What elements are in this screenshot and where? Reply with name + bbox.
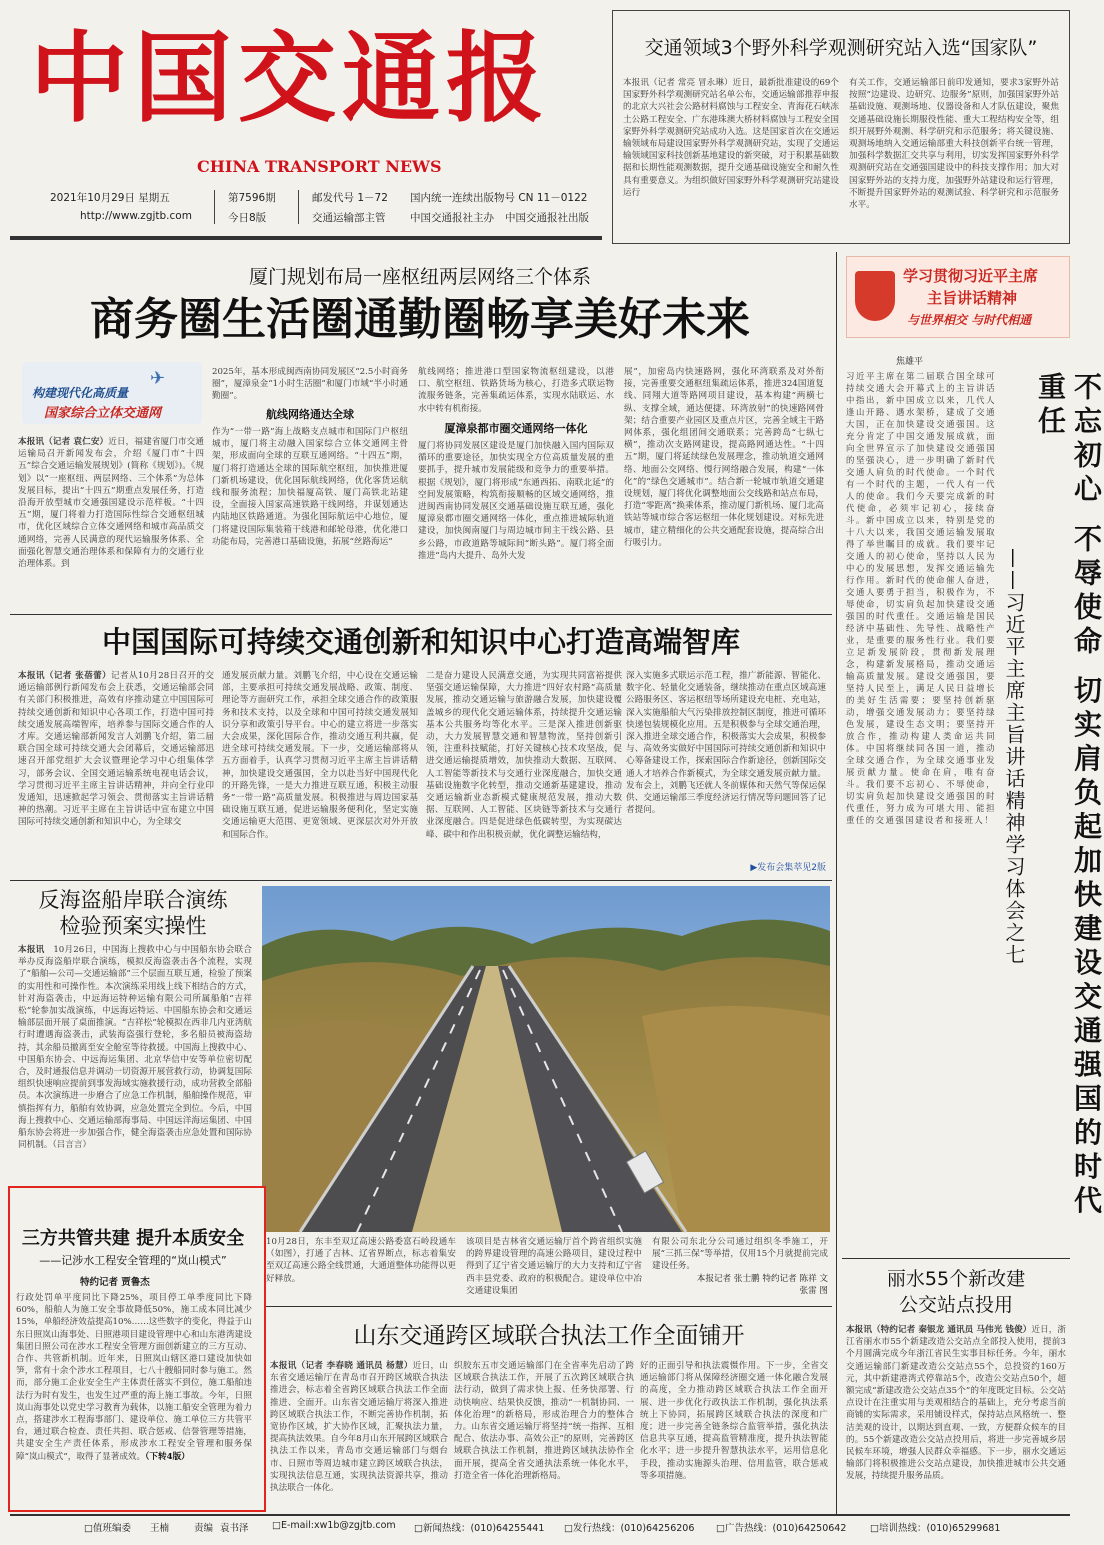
top-right-col1: 本报讯（记者 常亮 冒永琳）近日，最新批准建设的69个国家野外科学观测研究站名单公布，交通运输部推荐申报的北京大兴社会公路材料腐蚀与工程安全、青海花石峡冻土公路工程安全、广东港珠澳大桥材料腐蚀与工程安全国家野外科学观测研究站成功入选。这是国家首次在交通运输领域布局建设国家野外科学观测研究站，实现了交通运输领域国家科技创新基地建设的新突破，对于积累基础数据和长期性能观测数据，提升交通基础设施安全和耐久性具有重要意义。为组织做好国家野外科学观测研究站建设运行 [623,78,839,198]
publisher-name: 中国交通报社出版 [505,212,589,224]
main-col3b-text: 厦门将协同发展区建设是厦门加快融入国内国际双循环的重要途径，加快实现全方位高质量发展的重要抓手，提升城市发展能级和竞争力的重要举措。根据《规划》，厦门将形成“东通西拓、南联北延”的空间发展策略，构筑衔接顺畅的区域交通网络，推进闽西南协同发展区交通基础设施互联互通，强化厦漳泉都市圈交通网络一体化，重点推进城际轨道建设，加快闽南厦门与周边城市间主干线公路、县乡公路，市政道路等城际间“断头路”。厦门将全面推进“岛内大提升、岛外大发 [418,441,614,561]
badge-line1: 构建现代化高质量 [32,386,129,400]
main-col3-subhead: 厦漳泉都市圈交通网络一体化 [444,422,588,435]
innovation-col1 [18,670,214,876]
innovation-col4 [626,670,826,876]
piracy-byline: 本报讯 [18,945,45,955]
innovation-col1-text: 记者从10月28日召开的交通运输部例行新闻发布会上获悉，交通运输部会同有关部门积极推进，高效有序推动建立中国国际可持续交通创新和知识中心各项工作，打造中国可持续交通发展高端智库，培养参与国际交通合作的人才库。交通运输部新闻发言人刘鹏飞介绍，第二届联合国全球可持续交通大会闭幕后，交通运输部迅速召开部党组扩大会议暨理论学习中心组集体学习，部务会议、全国交通运输系统电视电话会议，学习贯彻习近平主席主旨讲话精神，并向全行业印发通知，迅速掀起学习领会、贯彻落实主旨讲话精神的热潮。习近平主席在主旨讲话中宣布建立中国国际可持续交通创新和知识中心，为全球交 [18,671,214,828]
photo-caption-1: 10月28日，东丰至双辽高速公路委富石岭段通车（如图），打通了吉林、辽省界断点，标志着集安至双辽高速公路全线贯通，大通道整体功能得以更好释放。 [266,1237,456,1284]
cn-number: 国内统一连续出版物号 CN 11－0122 [410,192,588,204]
shandong-col3: 好的正面引导和执法震慑作用。下一步，全省交通运输部门将从保障经济圈交通一体化融合发展的高度，全力推动跨区域联合执法工作全面开展、进一步优化行政执法工作机制，强化执法系统上下协同，拓展跨区域联合执法的深度和广度；进一步完善全链条综合监管举措，强化执法信息共享互通，提高监管精准度，提升执法智能化水平；进一步提升智慧执法水平，运用信息化手段，推动实施源头治理、信用监管，联合惩戒等多项措施。 [640,1361,828,1481]
footer-bar [84,1520,1074,1540]
banner-emblem-icon [855,271,895,321]
xi-banner [846,256,1070,338]
photo-credit-b: 特约记者 陈祥 文 [762,1274,828,1284]
issue-date: 2021年10月29日 星期五 [50,192,170,204]
divider-right [842,1258,1070,1259]
photo-caption-3-box [652,1236,828,1300]
footer-news-hotline: □新闻热线：(010)64255441 [414,1523,545,1534]
piracy-body [18,944,252,1176]
postal-code: 邮发代号 1－72 [312,192,388,204]
masthead-english: CHINA TRANSPORT NEWS [197,157,442,176]
footer-email[interactable]: □E-mail:xw1b@zgjtb.com [272,1520,396,1531]
main-headline: 商务圈生活圈通勤圈畅享美好未来 [90,294,750,345]
photo-caption-2: 该项目是吉林省交通运输厅首个跨省组织实施的跨界建设管理的高速公路项目，建设过程中得到了辽宁省交通运输厅的大力支持和辽宁省西丰县党委、政府的积极配合。建设单位中冶交通建设集团 [466,1237,642,1296]
photo-credit-c: 张雷 图 [799,1286,828,1296]
shandong-byline: 本报讯（记者 李春晓 通讯员 杨慧） [270,1361,413,1371]
lanshan-body-text: 行政处罚单平度同比下降25%，项目停工单季度同比下降60%，船舶人为施工安全事故降低50%，施工成本同比减少15%，单船经济效益提高10%……这些数字的变化，得益于山东日照岚山海事处、日照港项目建设管理中心和山东港湾建设集团日照公司在涉水工程安全管理方面创新建立的三方互动、合作、共管新机制。近年来，日照岚山辖区港口建设加快如笋，常有十余个涉水工程项目，七八十艘船同时参与施工。然而，部分施工企业安全生产主体责任落实不到位，施工船舶违法行为时有发生，也发生过严重的海上施工事故。今年，日照岚山海事处以党史学习教育为载体，以施工船安全管理为着力点，搭建涉水工程海事部门、建设单位、施工单位三方共管平台，通过联合检查、责任共担、联合惩戒、信誉管理等措施，共建安全生产责任体系，形成涉水工程安全管理和服务保障“岚山模式”，取得了显著成效。 [16,1293,252,1462]
highway-photo [262,886,830,1232]
shandong-col1 [270,1360,448,1506]
main-col3-text: 航线网络；推进港口型国家物流枢纽建设，以港口、航空枢纽、铁路货场为核心，打造多式联运物流服务链条，完善集疏运体系，实现水陆联运、水水中转有机衔接。 [418,367,614,414]
lishui-body-text: 近日，浙江省丽水市55个新建改造公交站点全部投入使用，提前3个月圆满完成今年浙江省民生实事目标任务。今年，丽水交通运输部门新建改造公交站点55个，总投资约160万元，其中新建港湾式停靠站5个，改造公交站点50个，超额完成“新建改造公交站点35个”的年度既定目标。公交站点设计在注重实用与美观相结合的基础上，充分考虑当前商铺的实际需求，采用铺设样式，保持站点风格统一、整洁美观的设计，以期达到直观、一致，方便群众候车的目的。55个新建改造公交站点投用后，将进一步完善城乡居民候车环境，增强人民群众幸福感。下一步，丽水交通运输部门将积极推进公交站点建设，加快推进城市公共交通发展，持续提升服务品质。 [846,1325,1066,1482]
main-col2b-text: 作为“一带一路”海上战略支点城市和国际门户枢纽城市，厦门将主动融入国家综合立体交通网主骨架，形成面向全球的互联互通网络。“十四五”期，厦门将打造通达全球的国际航空枢纽，加快推进厦门新机场建设，优化国际航线网络，优化客货运航线和服务流程；加快福厦高铁、厦门高铁北站建设，全面接入国家高速铁路干线网络，并谋划通达内陆地区铁路通道。为强化国际航运中心地位，厦门将建设国际集装箱干线港和邮轮母港，优化港口功能布局，完善港口基础设施，拓展“丝路海运” [212,427,408,547]
publisher-owner: 交通运输部主管 [312,212,386,224]
lishui-body [846,1324,1066,1508]
main-byline: 本报讯（记者 袁仁安） [18,437,109,447]
piracy-headline-2: 检验预案实操性 [59,914,207,938]
innovation-col2: 通发展贡献力量。刘鹏飞介绍，中心设在交通运输部，主要承担可持续交通发展战略、政策、制度、理论等方面研究工作，承担全球交通合作的政策服务和技术支持，以及全球和中国可持续交通发展知识分享和政策引导平台。中心的建立将进一步落实大会成果，深化国际合作，推动交通互利共赢，促进全球可持续交通发展。下一步，交通运输部将从五方面着手，认真学习贯彻习近平主席主旨讲话精神，加快建设交通强国，全力以赴当好中国现代化的开路先锋，一是大力推进互联互通，积极主动服务“一带一路”高质量发展。积极推进与周边国家基础设施互联互通，促进运输服务便利化，坚定实施交通运输更大范围、更宽领域、更深层次对外开放和国际合作。 [222,671,418,840]
xi-vertical-subtitle: ——习近平主席主旨讲话精神学习体会之七 [1002,548,1026,966]
lanshan-more-link[interactable]: （下转4版） [145,1451,190,1462]
badge-line2: 国家综合立体交通网 [44,406,162,421]
footer-duty-label: □值班编委 [84,1523,131,1534]
banner-line3: 与世界相交 与时代相通 [907,313,1032,327]
xi-body: 习近平主席在第二届联合国全球可持续交通大会开幕式上的主旨讲话中指出，新中国成立以来，几代人逢山开路、遇水架桥，建成了交通大国，正在加快建设交通强国。这充分肯定了中国交通发展成就，面向全世界宣示了加快建设交通强国的坚强决心，进一步明确了新时代交通人肩负的时代使命。一个时代有一个时代的主题，一代人有一代人的使命。我们今天要完成新的时代使命，必须牢记初心，接续奋斗。新中国成立以来，特别是党的十八大以来，我国交通运输发展取得了举世瞩目的成就。我们要牢记交通人的初心使命，坚持以人民为中心的发展思想，发挥交通运输先行作用。新时代的使命催人奋进，交通人要勇于担当，积极作为，不辱使命，切实肩负起加快建设交通强国的时代重任。交通运输是国民经济中基础性、先导性、战略性产业，是重要的服务性行业。我们要立足新发展阶段，贯彻新发展理念，构建新发展格局，推动交通运输高质量发展。建设交通强国，要坚持人民至上，满足人民日益增长的美好生活需要；要坚持创新驱动，增强交通发展动力；要坚持绿色发展，建设生态文明；要坚持开放合作，推动构建人类命运共同体。中国将继续同各国一道，推动全球交通合作，为全球交通事业发展贡献力量。使命在肩，唯有奋斗。我们要不忘初心、不辱使命，切实肩负起加快建设交通强国的时代重任，努力成为可堪大用、能担重任的交通强国建设者和接班人！ [846,371,996,825]
main-col3 [418,366,614,608]
piracy-credit: （吕言言） [52,1140,92,1151]
xi-author: 焦雄平 [896,357,924,367]
lishui-headline-1: 丽水55个新改建 [886,1268,1026,1290]
footer-rule [10,1514,1070,1516]
main-col4: 展”，加密岛内快速路网，强化环湾联系及对外衔接，完善重要交通枢纽集疏运体系，推进324国道复线、同翔大道等路网项目建设，基本构建“两横七纵、支撑全域，通达便捷、环湾放射”的快速路网骨架；结合重要产业园区及重点片区，完善全域主干路网体系，强化组团间交通联系；完善跨岛“七纵七横”，推动次支路网建设，提高路网通达性。“十四五”期，厦门将延续绿色发展理念，推动轨道交通网络、地面公交网络、慢行网络融合发展，构建“一体化”的“绿色交通城市”。结合新一轮城市轨道交通建设规划，厦门将优化调整地面公交线路和站点布局，打造“零距离”换乘体系，推动厦门新机场、厦门北高铁站等城市综合客运枢纽一体化规划建设。对标先进城市，建立精细化的公共交通配套设施，提高综合出行吸引力。 [624,367,824,548]
banner-line2: 主旨讲话精神 [927,289,1018,307]
footer-training-hotline: □培训热线：(010)65299681 [870,1523,1001,1534]
innovation-byline: 本报讯（记者 张蓓蕾） [18,671,112,681]
lishui-byline: 本报讯（特约记者 秦银龙 通讯员 马伟光 钱俊） [846,1325,1032,1335]
main-col1 [18,436,204,608]
shandong-col1-text: 近日，山东省交通运输厅在青岛市召开跨区域联合执法推进会，标志着全省跨区域联合执法工作全面推进、全面开。山东省交通运输厅将深入推进跨区域联合执法工作，不断完善协作机制，拓宽协作区域，扩大协作区域，汇聚执法力量，提高执法效果。自今年8月山东开展跨区域联合执法工作以来，青岛市交通运输部门与烟台市、日照市等周边城市建立跨区域联合执法，实现执法信息互通，实现执法资源共享，推动执法联合一体化。 [270,1361,448,1494]
lanshan-byline: 特约记者 贾鲁杰 [80,1277,150,1288]
footer-duty-name: 王楠 [150,1523,170,1534]
innovation-col4-text: 深入实施多式联运示范工程，推广新能源、智能化、数字化、轻量化交通装备，继续推动在重点区域高速公路服务区、客运枢纽等场所建设充电桩、充电站，深入实施船舶大气污染排放控制区制度，推进可循环快递包装规模化应用。五是积极参与全球交通治理，深入推进全球交通合作，积极落实大会成果，积极参与、高效务实做好中国国际可持续交通创新和知识中心筹备建设工作，探索国际合作新途径，创新国际交通人才培养合作新模式，为全球交通发展贡献力量。发布会上，刘鹏飞还就人冬前媒体和天然气等保运保供、交通运输部三季度经济运行情况等问题回答了记者提问。 [626,671,826,816]
page-count: 今日8版 [228,212,267,224]
masthead-title: 中国交通报 [30,21,551,136]
publisher-host: 中国交通报社主办 [410,212,494,224]
shandong-headline: 山东交通跨区域联合执法工作全面铺开 [353,1323,745,1349]
photo-caption-3: 有限公司东北分公司通过组织冬季施工，开展“三抓三保”等举措，仅用15个月就提前完成建设任务。 [652,1237,828,1272]
main-badge [22,362,202,424]
xi-vertical-title: 不忘初心 不辱使命 切实肩负起加快建设交通强国的时代重任 [1034,372,1103,1220]
masthead-rule [10,236,602,240]
website-url[interactable]: http://www.zgjtb.com [80,210,192,222]
divider-2 [10,880,832,881]
lanshan-headline: 三方共管共建 提升本质安全 [21,1228,245,1249]
footer-distribution-hotline: □发行热线：(010)64256206 [564,1523,695,1534]
piracy-headline-1: 反海盗船岸联合演练 [38,888,228,912]
lanshan-body [16,1292,252,1502]
plane-icon: ✈ [150,368,166,389]
shandong-col2: 织胶东五市交通运输部门在全省率先启动了跨区域联合执法工作，开展了五次跨区域联合执法行动，做到了需求快上报、任务快部署、行动快响应、结果快反馈，推动“一机制协同、一体化治理”的新格局，形成治理合力的整体合力。山东省交通运输厅将坚持“统一指挥、互相配合、依法办事、高效公正”的原则，完善跨区域联合执法工作机制，推进跨区域执法协作全面开展，提高全省交通执法系统一体化水平，打造全省一体化治理新格局。 [454,1361,634,1481]
footer-ad-hotline: □广告热线：(010)64250642 [716,1523,847,1534]
main-col2 [212,366,408,608]
photo-credit-a: 本报记者 张士鹏 [696,1274,760,1284]
innovation-headline: 中国国际可持续交通创新和知识中心打造高端智库 [101,625,740,659]
main-col1-text: 近日，福建省厦门市交通运输局召开新闻发布会，介绍《厦门市“十四五”综合交通运输发展规划》(简称《规划》)。《规划》以“一座枢纽、两层网络、三个体系”为总体发展目标，提出“十四五”期重点发展任务，打造沿海开放型城市交通强国建设示范样板。“十四五”期，厦门将着力打造国际性综合交通枢纽城市，优化区域综合立体交通网络和城市高品质交通网络，完善人民满意的现代运输服务体系、全面强化智慧交通治理体系和保障有力的交通行业治理体系。到 [18,437,204,570]
top-right-box [612,10,1070,244]
banner-line1: 学习贯彻习近平主席 [903,267,1039,285]
top-right-headline: 交通领域3个野外科学观测研究站入选“国家队” [644,37,1038,59]
issue-number: 第7596期 [228,192,276,204]
main-col2-text: 2025年，基本形成闽西南协同发展区“2.5小时商务圈”，厦漳泉金“1小时生活圈”和厦门市域“半小时通勤圈”。 [212,367,408,402]
lanshan-highlight-box [8,1186,266,1512]
footer-editor-name: 袁书泽 [220,1523,249,1534]
main-kicker: 厦门规划布局一座枢纽两层网络三个体系 [248,266,591,288]
divider-1 [10,614,832,615]
masthead-info [50,190,610,234]
footer-editor-label: 责编 [194,1523,214,1534]
main-col2-subhead: 航线网络通达全球 [266,408,354,421]
top-right-col2: 有关工作，交通运输部日前印发通知，要求3家野外站按照“边建设、边研究、边服务”原则，加强国家野外站基础设施、观测场地、仪器设备和人才队伍建设，聚焦交通基础设施长期服役性能、重大工程结构安全等，组织开展野外观测、科学研究和示范服务；将关键设施、观测场地纳入交通运输部重大科技创新平台统一管理，加强科学数据汇交共享与利用，切实发挥国家野外科学观测研究站在交通强国建设中的科技支撑作用；加大对国家野外站的支持力度，加强野外站建设和运行管理，不断提升国家野外站的观测试验、科学研究和示范服务水平。 [849,78,1059,211]
lishui-headline-2: 公交站点投用 [898,1294,1013,1316]
lanshan-subtitle: ——记涉水工程安全管理的“岚山模式” [39,1254,227,1267]
divider-3 [266,1306,832,1307]
piracy-body-text: 10月26日，中国海上搜救中心与中国船东协会联合举办反海盗船岸联合演练，模拟反海盗袭击各个流程，实现了“船舶—公司—交通运输部”三个层面互联互通，检验了预案的实用性和可操作性。本次演练采用线上线下相结合的方式，针对海盗袭击，中远海运特种运输有限公司所属船舶“吉祥松”轮参加实战演练，中远海运特运、中国船东协会和交通运输部层面开展了桌面推演。“吉祥松”轮模拟在西非几内亚湾航行时遭遇海盗袭击，武装海盗强行登轮，多名船员被海盗劫持，其余船员撤离至安全舱室等待救援。中国海上搜救中心、中国船东协会、中远海运集团、北京华信中安等单位密切配合，及时通报信息并调动一切资源开展营救行动，协调复国际组织快速响应提前到事发海域实施救援行动，成功营救全部船员。本次演练进一步磨合了应急工作机制，船舶操作规范，审慎指挥有力，船舶有效协调，应急处置完全到位。今后，中国海上搜救中心、交通运输部海事局、中国远洋海运集团、中国船东协会将进一步加强合作，健全海盗袭击应急处置和国际协同机制。 [18,945,252,1151]
innovation-more-link[interactable]: ▶发布会集萃见2版 [750,863,826,873]
right-column-divider [836,252,837,1514]
innovation-col3: 二是奋力建设人民满意交通，为实现共同富裕提供坚强交通运输保障，大力推进“四好农村路”高质量发展，推动交通运输与旅游融合发展，加快建设覆盖城乡的现代化交通运输体系，持续提升交通运输基本公共服务均等化水平。三是深入推进创新驱动，大力发展智慧交通和智慧物流，坚持创新引领，注重科技赋能，打好关键核心技术攻坚战，促进交通运输提质增效，加快推动大数据、互联网、人工智能等新技术与交通行业深度融合，加快交通基础设施数字化转型，推动交通新基建建设，推动交通运输新业态新模式健康规范发展，推动大数据、互联网、人工智能、区块链等新技术与交通行业深度融合。四是促进绿色低碳转型，为实现碳达峰、碳中和作出积极贡献，优化调整运输结构， [426,671,622,840]
